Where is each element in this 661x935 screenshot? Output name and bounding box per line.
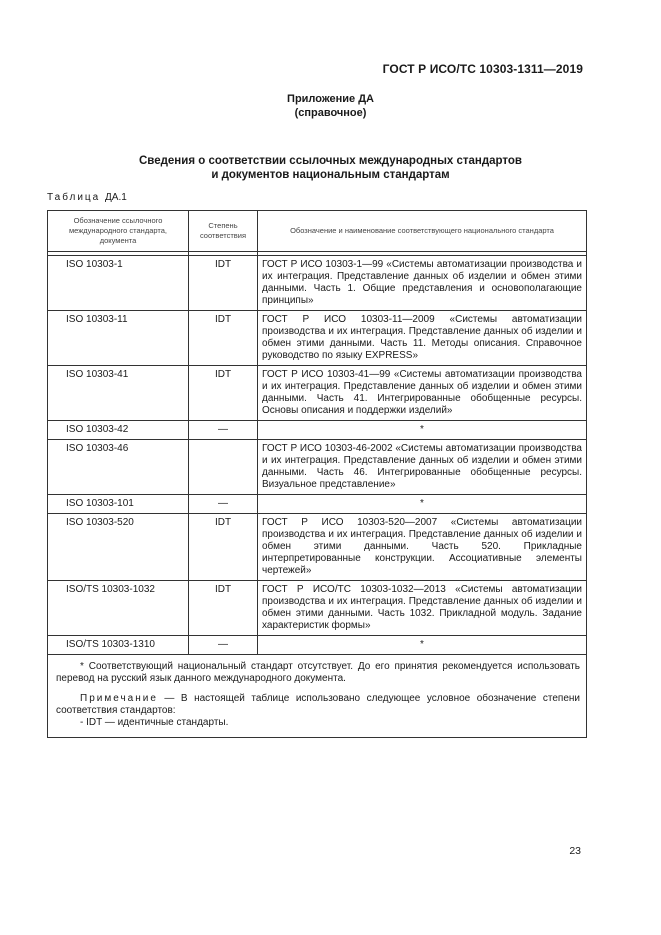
table-footer — [48, 655, 587, 738]
cell-national: ГОСТ Р ИСО 10303-46-2002 «Системы автоматизации производства и их интеграция. Представление данных об изделии и обмен этими данными. Часть 46. Интегрированные обобщенные ресурсы. Визуальное представление» — [258, 440, 587, 495]
cell-reference: ISO/TS 10303-1310 — [48, 636, 189, 655]
table-row — [48, 581, 587, 636]
section-title-line2: и документов национальным стандартам — [211, 169, 450, 181]
table-caption-number: ДА.1 — [105, 192, 127, 203]
section-title-line1: Сведения о соответствии ссылочных международных стандартов — [138, 155, 522, 167]
header-reference-standard: Обозначение ссылочного международного стандарта, документа — [48, 211, 189, 252]
cell-degree: IDT — [189, 311, 258, 366]
cell-reference: ISO/TS 10303-1032 — [48, 581, 189, 636]
table-caption — [47, 192, 127, 203]
cell-national: ГОСТ Р ИСО/ТС 10303-1032—2013 «Системы автоматизации производства и их интеграция. Представление данных об изделии и обмен этими данными. Часть 1032. Прикладной модуль. Задание характеристик формы» — [258, 581, 587, 636]
header-national-standard: Обозначение и наименование соответствующего национального стандарта — [258, 211, 587, 252]
cell-national: ГОСТ Р ИСО 10303-1—99 «Системы автоматизации производства и их интеграция. Представление данных об изделии и обмен этими данными. Часть 1. Общие представления и основополагающие принципы» — [258, 256, 587, 311]
cell-national: * — [258, 636, 587, 655]
table-row — [48, 636, 587, 655]
cell-reference: ISO 10303-520 — [48, 514, 189, 581]
table-footer-row — [48, 655, 587, 738]
cell-degree: IDT — [189, 256, 258, 311]
cell-degree: — — [189, 495, 258, 514]
table-row — [48, 311, 587, 366]
table-header-row — [48, 211, 587, 252]
cell-degree — [189, 440, 258, 495]
cell-reference: ISO 10303-101 — [48, 495, 189, 514]
note — [56, 693, 580, 717]
cell-reference: ISO 10303-11 — [48, 311, 189, 366]
cell-degree: — — [189, 636, 258, 655]
correspondence-table — [47, 210, 587, 738]
annex-heading — [0, 92, 661, 120]
cell-degree: IDT — [189, 581, 258, 636]
table-row — [48, 256, 587, 311]
note-text: — В настоящей таблице использовано следующее условное обозначение степени соответствия стандартов: — [56, 693, 580, 716]
cell-national: * — [258, 421, 587, 440]
header-degree: Степень соответствия — [189, 211, 258, 252]
cell-national: * — [258, 495, 587, 514]
table-row — [48, 366, 587, 421]
footnote: * Соответствующий национальный стандарт отсутствует. До его принятия рекомендуется использовать перевод на русский язык данного международного документа. — [56, 661, 580, 684]
table-caption-prefix: Таблица — [47, 192, 101, 203]
cell-national: ГОСТ Р ИСО 10303-41—99 «Системы автоматизации производства и их интеграция. Представление данных об изделии и обмен этими данными. Часть 41. Интегрированные обобщенные ресурсы. Основы описания и поддержки изделий» — [258, 366, 587, 421]
document-code: ГОСТ Р ИСО/ТС 10303-1311—2019 — [382, 62, 583, 76]
cell-national: ГОСТ Р ИСО 10303-520—2007 «Системы автоматизации производства и их интеграция. Представление данных об изделии и обмен этими данными. Часть 520. Прикладные интерпретированные конструкции. Ассоциативные элементы чертежей» — [258, 514, 587, 581]
cell-degree: IDT — [189, 514, 258, 581]
legend-idt: - IDT — идентичные стандарты. — [80, 717, 229, 728]
cell-reference: ISO 10303-46 — [48, 440, 189, 495]
cell-reference: ISO 10303-1 — [48, 256, 189, 311]
cell-degree: — — [189, 421, 258, 440]
annex-subtitle: (справочное) — [294, 107, 367, 119]
cell-reference: ISO 10303-41 — [48, 366, 189, 421]
annex-title: Приложение ДА — [287, 93, 374, 105]
cell-degree: IDT — [189, 366, 258, 421]
table-row — [48, 440, 587, 495]
cell-national: ГОСТ Р ИСО 10303-11—2009 «Системы автоматизации производства и их интеграция. Представление данных об изделии и обмен этими данными. Часть 11. Методы описания. Справочное руководство по языку EXPRESS» — [258, 311, 587, 366]
page-number: 23 — [569, 845, 581, 857]
table-row — [48, 514, 587, 581]
table-row — [48, 495, 587, 514]
note-head: Примечание — [80, 693, 158, 704]
table-row — [48, 421, 587, 440]
cell-reference: ISO 10303-42 — [48, 421, 189, 440]
section-title — [0, 154, 661, 182]
